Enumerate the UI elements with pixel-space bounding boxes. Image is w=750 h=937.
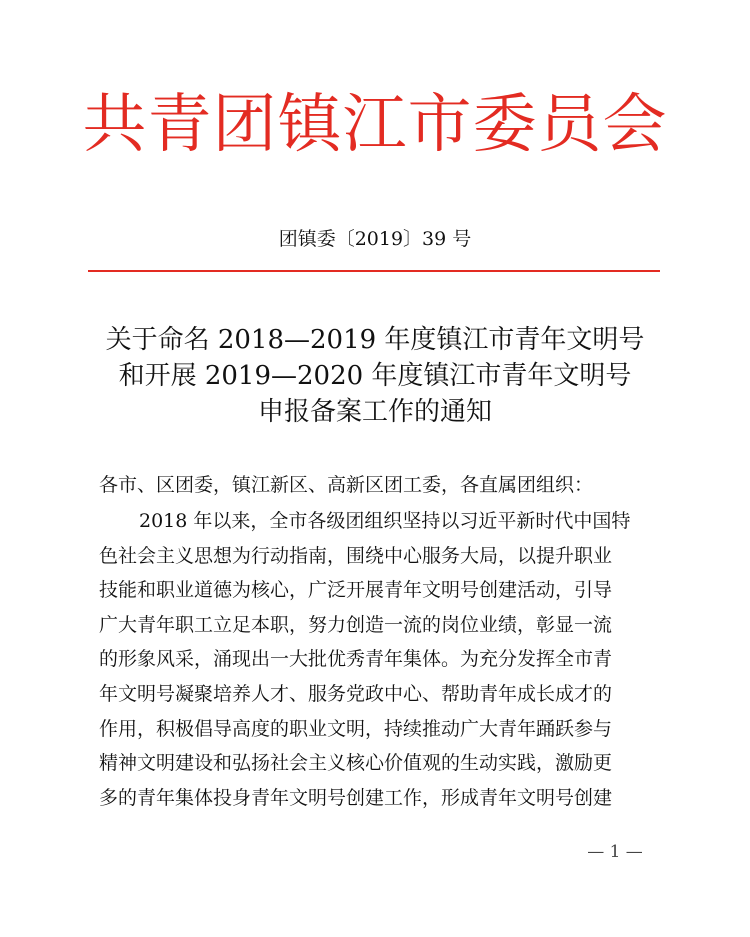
- title-line: 关于命名 2018—2019 年度镇江市青年文明号: [105, 325, 645, 355]
- red-divider-line: [88, 270, 660, 272]
- title-line: 和开展 2019—2020 年度镇江市青年文明号: [118, 361, 632, 391]
- body-line: 作用，积极倡导高度的职业文明，持续推动广大青年踊跃参与: [99, 717, 613, 740]
- body-line: 色社会主义思想为行动指南，围绕中心服务大局，以提升职业: [99, 544, 613, 567]
- body-line: 广大青年职工立足本职，努力创造一流的岗位业绩，彰显一流: [99, 613, 613, 636]
- document-title: [60, 322, 690, 430]
- body-line: 的形象风采，涌现出一大批优秀青年集体。为充分发挥全市青: [99, 648, 613, 671]
- body-line: 年文明号凝聚培养人才、服务党政中心、帮助青年成长成才的: [99, 682, 613, 705]
- issuing-organization-masthead: 共青团镇江市委员会: [82, 88, 668, 162]
- body-line: 2018 年以来，全市各级团组织坚持以习近平新时代中国特: [139, 510, 631, 532]
- body-line: 多的青年集体投身青年文明号创建工作，形成青年文明号创建: [99, 786, 613, 809]
- document-number: 团镇委〔2019〕39 号: [278, 228, 472, 250]
- salutation: 各市、区团委，镇江新区、高新区团工委，各直属团组织：: [99, 474, 594, 496]
- body-line: 技能和职业道德为核心，广泛开展青年文明号创建活动，引导: [99, 579, 613, 602]
- body-paragraph: [99, 504, 651, 815]
- body-line: 精神文明建设和弘扬社会主义核心价值观的生动实践，激励更: [99, 752, 613, 775]
- page-number: — 1 —: [587, 842, 643, 862]
- title-line: 申报备案工作的通知: [257, 397, 492, 427]
